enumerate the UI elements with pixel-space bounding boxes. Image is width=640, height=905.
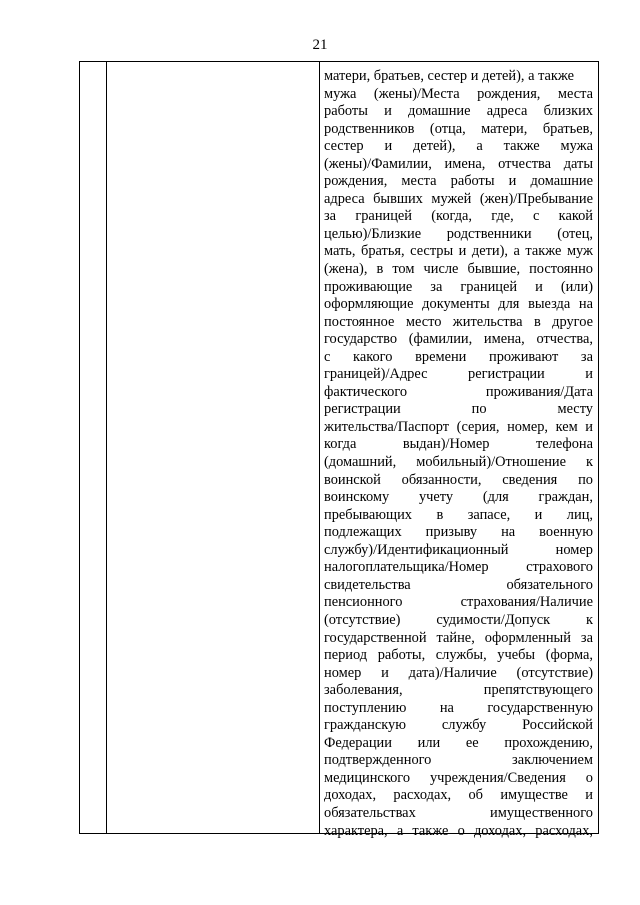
cell-text-line: регистрации по месту (324, 401, 593, 418)
cell-text-line: когда выдан)/Номер телефона (324, 436, 593, 453)
cell-text-line: родственников (отца, матери, братьев, (324, 120, 593, 137)
cell-text-line: подлежащих призыву на военную (324, 524, 593, 541)
cell-text-line: государство (фамилии, имена, отчества, (324, 331, 593, 348)
cell-text-line: работы и домашние адреса близких (324, 103, 593, 120)
cell-text-line: период работы, службы, учебы (форма, (324, 647, 593, 664)
cell-text-line: обязательствах имущественного (324, 804, 593, 821)
cell-text-line: медицинского учреждения/Сведения о (324, 769, 593, 786)
cell-text-line: государственной тайне, оформленный за (324, 629, 593, 646)
cell-text-line: доходах, расходах, об имуществе и (324, 787, 593, 804)
cell-text-line: с какого времени проживают за (324, 348, 593, 365)
cell-text-line: мать, братья, сестры и дети), а также муж (324, 243, 593, 260)
cell-text-line: гражданскую службу Российской (324, 717, 593, 734)
cell-text-line: рождения, места работы и домашние (324, 173, 593, 190)
cell-text-line: характера, а также о доходах, расходах, (324, 822, 593, 839)
cell-text-line: свидетельства обязательного (324, 576, 593, 593)
cell-text-line: оформляющие документы для выезда на (324, 296, 593, 313)
column-divider (106, 62, 107, 833)
cell-text-line: Федерации или ее прохождению, (324, 734, 593, 751)
document-table (79, 61, 599, 839)
cell-text-line: пребывающих в запасе, и лиц, (324, 506, 593, 523)
cell-text-line: (жена), в том числе бывшие, постоянно (324, 261, 593, 278)
table-cell-text (324, 68, 593, 840)
cell-text-line: сестер и детей), а также мужа (324, 138, 593, 155)
cell-text-line: постоянное место жительства в другое (324, 313, 593, 330)
cell-text-line: проживающие за границей и (или) (324, 278, 593, 295)
cell-text-line: пенсионного страхования/Наличие (324, 594, 593, 611)
cell-text-line: адреса бывших мужей (жен)/Пребывание (324, 190, 593, 207)
cell-text-line: жительства/Паспорт (серия, номер, кем и (324, 418, 593, 435)
cell-text-line: (отсутствие) судимости/Допуск к (324, 611, 593, 628)
cell-text-line: воинскому учету (для граждан, (324, 489, 593, 506)
cell-text-line: за границей (когда, где, с какой (324, 208, 593, 225)
cell-text-line: поступлению на государственную (324, 699, 593, 716)
cell-text-line: целью)/Близкие родственники (отец, (324, 225, 593, 242)
cell-text-line: налогоплательщика/Номер страхового (324, 559, 593, 576)
cell-text-line: мужа (жены)/Места рождения, места (324, 85, 593, 102)
column-divider (319, 62, 320, 833)
cell-text-line: подтвержденного заключением (324, 752, 593, 769)
cell-text-line: (домашний, мобильный)/Отношение к (324, 454, 593, 471)
cell-text-line: службу)/Идентификационный номер (324, 541, 593, 558)
cell-text-line: фактического проживания/Дата (324, 383, 593, 400)
cell-text-line: заболевания, препятствующего (324, 682, 593, 699)
page-number: 21 (312, 37, 328, 53)
cell-text-line: номер и дата)/Наличие (отсутствие) (324, 664, 593, 681)
cell-text-line: воинской обязанности, сведения по (324, 471, 593, 488)
cell-text-line: матери, братьев, сестер и детей), а также (324, 68, 575, 84)
cell-text-line: (жены)/Фамилии, имена, отчества даты (324, 155, 593, 172)
cell-text-line: границей)/Адрес регистрации и (324, 366, 593, 383)
